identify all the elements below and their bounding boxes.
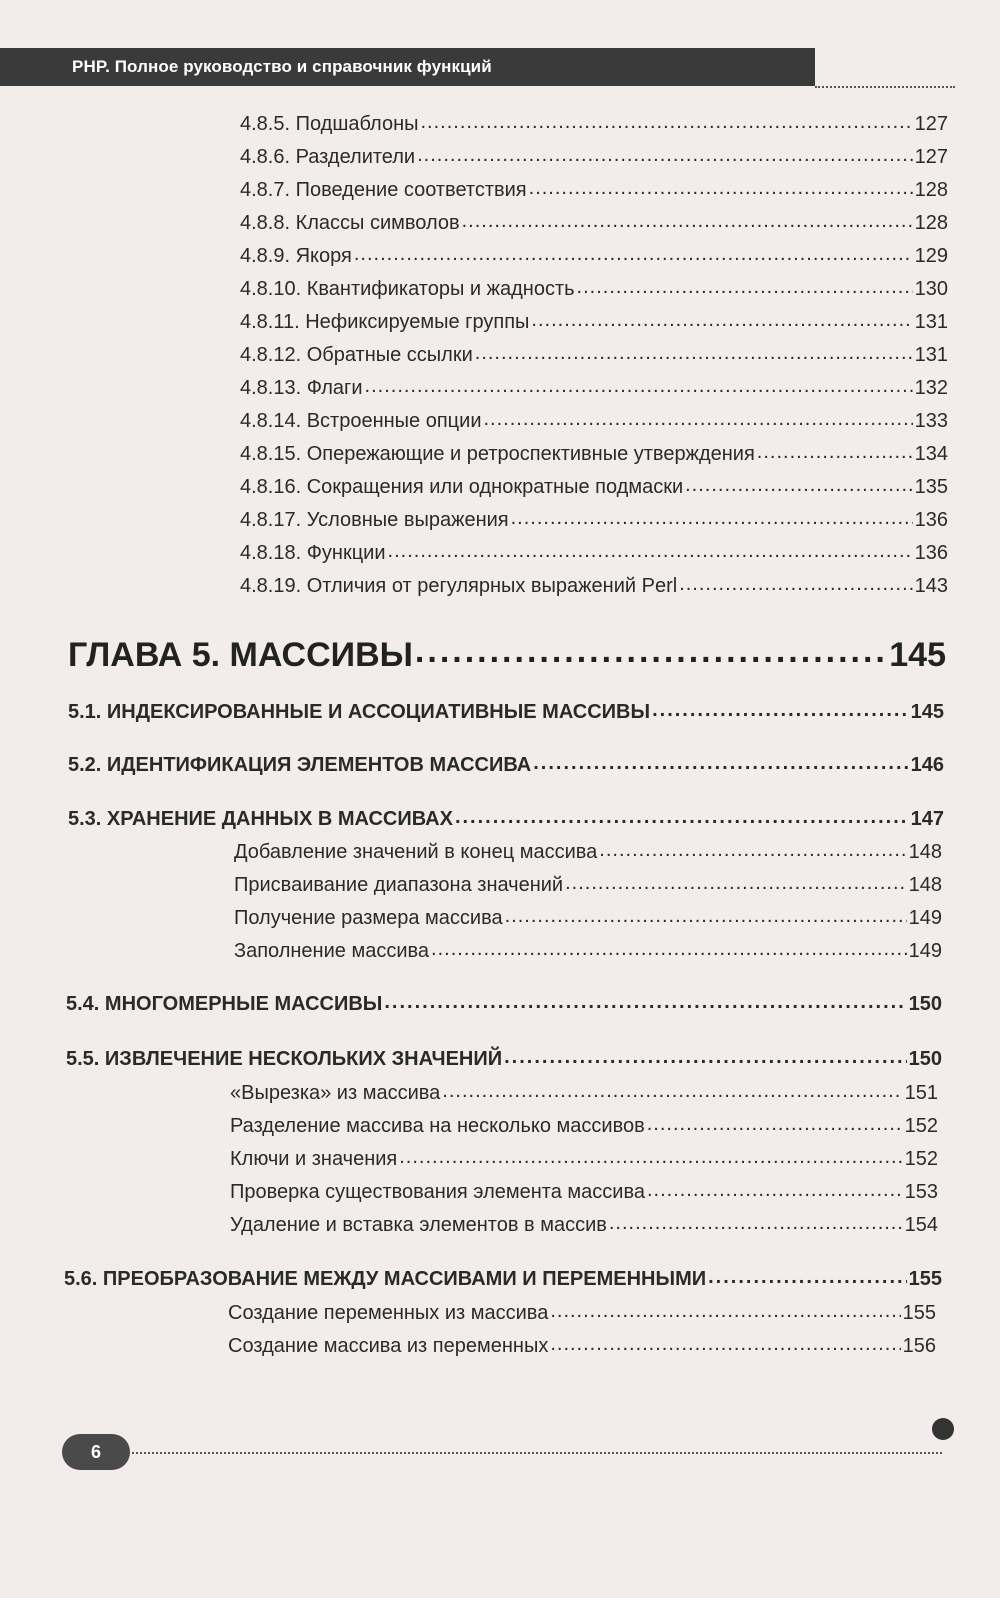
toc-entry[interactable]: 4.8.19. Отличия от регулярных выражений Perl ..... 143 xyxy=(240,572,948,598)
toc-entry[interactable]: Разделение массива на несколько массивов ..... 152 xyxy=(230,1112,938,1138)
running-header xyxy=(0,48,815,86)
section-heading[interactable]: 5.4. МНОГОМЕРНЫЕ МАССИВЫ ..... 150 xyxy=(66,990,942,1016)
toc-entry[interactable]: 4.8.15. Опережающие и ретроспективные утверждения ..... 134 xyxy=(240,440,948,466)
book-title: PHP. Полное руководство и справочник функций xyxy=(72,57,492,76)
toc-entry[interactable]: 4.8.14. Встроенные опции ..... 133 xyxy=(240,407,948,433)
toc-entry[interactable]: 4.8.17. Условные выражения ..... 136 xyxy=(240,506,948,532)
footer-bullet-icon xyxy=(932,1418,954,1440)
toc-entry[interactable]: Добавление значений в конец массива ..... 148 xyxy=(234,838,942,864)
toc-entry[interactable]: Получение размера массива ..... 149 xyxy=(234,904,942,930)
toc-entry[interactable]: 4.8.5. Подшаблоны ..... 127 xyxy=(240,110,948,136)
section-heading[interactable]: 5.3. ХРАНЕНИЕ ДАННЫХ В МАССИВАХ ..... 147 xyxy=(68,805,944,831)
toc-entry[interactable]: Создание переменных из массива ..... 155 xyxy=(228,1299,936,1325)
toc-entry[interactable]: 4.8.13. Флаги ..... 132 xyxy=(240,374,948,400)
toc-entry[interactable]: Заполнение массива ..... 149 xyxy=(234,937,942,963)
section-heading[interactable]: 5.5. ИЗВЛЕЧЕНИЕ НЕСКОЛЬКИХ ЗНАЧЕНИЙ ..... 150 xyxy=(66,1045,942,1071)
toc-entry[interactable]: 4.8.18. Функции ..... 136 xyxy=(240,539,948,565)
toc-entry[interactable]: 4.8.16. Сокращения или однократные подмаски ..... 135 xyxy=(240,473,948,499)
section-heading[interactable]: 5.6. ПРЕОБРАЗОВАНИЕ МЕЖДУ МАССИВАМИ И ПЕРЕМЕННЫМИ ..... 155 xyxy=(64,1265,942,1291)
toc-entry[interactable]: Присваивание диапазона значений ..... 148 xyxy=(234,871,942,897)
toc-entry[interactable]: «Вырезка» из массива ..... 151 xyxy=(230,1079,938,1105)
section-heading[interactable]: 5.1. ИНДЕКСИРОВАННЫЕ И АССОЦИАТИВНЫЕ МАССИВЫ ..... 145 xyxy=(68,698,944,724)
page-number: 6 xyxy=(90,1441,101,1462)
toc-entry[interactable]: Ключи и значения ..... 152 xyxy=(230,1145,938,1171)
toc-entry[interactable]: Создание массива из переменных ..... 156 xyxy=(228,1332,936,1358)
toc-entry[interactable]: 4.8.6. Разделители ..... 127 xyxy=(240,143,948,169)
header-divider xyxy=(815,86,955,88)
page-number-badge xyxy=(62,1434,130,1470)
toc-entry[interactable]: 4.8.9. Якоря ..... 129 xyxy=(240,242,948,268)
section-heading[interactable]: 5.2. ИДЕНТИФИКАЦИЯ ЭЛЕМЕНТОВ МАССИВА ..... 146 xyxy=(68,751,944,777)
toc-entry[interactable]: 4.8.7. Поведение соответствия ..... 128 xyxy=(240,176,948,202)
chapter-heading[interactable]: ГЛАВА 5. МАССИВЫ ..... 145 xyxy=(68,632,946,675)
toc-entry[interactable]: 4.8.10. Квантификаторы и жадность ..... 130 xyxy=(240,275,948,301)
toc-entry[interactable]: 4.8.11. Нефиксируемые группы ..... 131 xyxy=(240,308,948,334)
toc-entry[interactable]: 4.8.12. Обратные ссылки ..... 131 xyxy=(240,341,948,367)
toc-entry[interactable]: 4.8.8. Классы символов ..... 128 xyxy=(240,209,948,235)
toc-entry[interactable]: Удаление и вставка элементов в массив ..... 154 xyxy=(230,1211,938,1237)
toc-entry[interactable]: Проверка существования элемента массива ..... 153 xyxy=(230,1178,938,1204)
footer-divider xyxy=(132,1452,942,1454)
